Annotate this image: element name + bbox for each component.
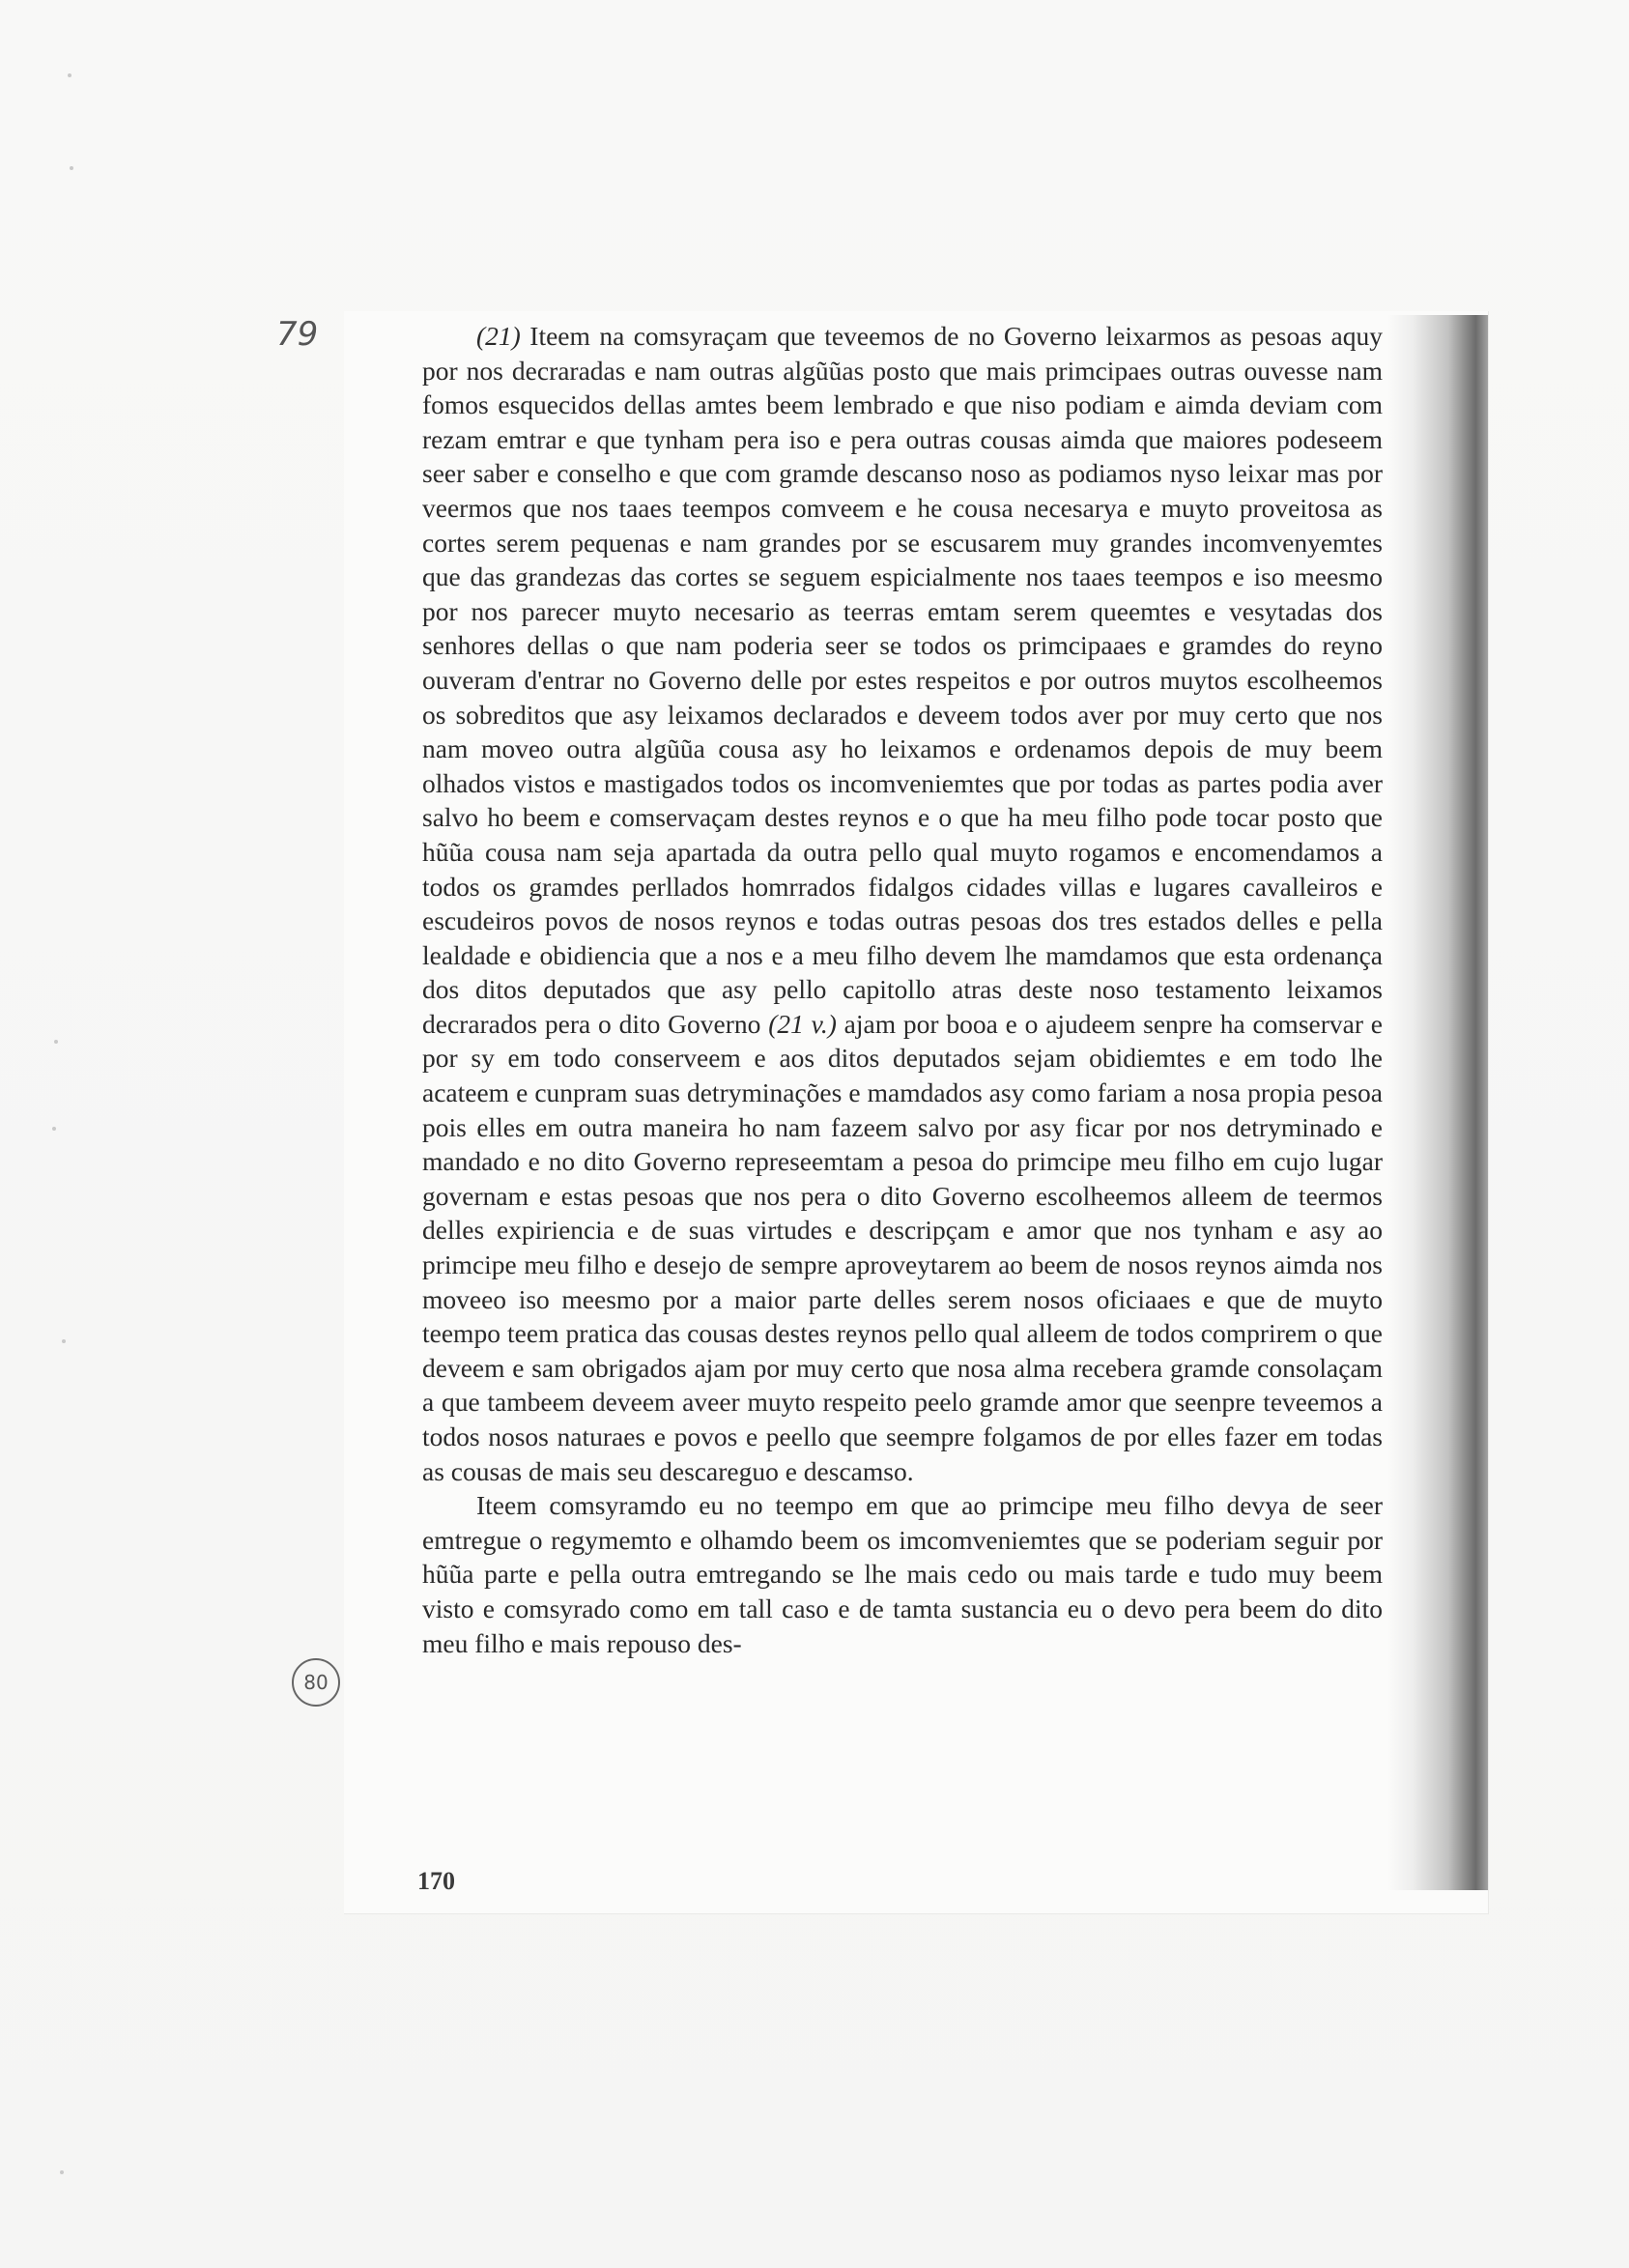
scan-speck	[70, 166, 73, 170]
page-number: 170	[417, 1867, 455, 1895]
scan-speck	[62, 1339, 66, 1343]
document-body	[422, 319, 1383, 1660]
paragraph-text: Iteem na comsyraçam que teveemos de no Governo leixarmos as pesoas aquy por nos decraradas e nam outras algũũas posto que mais primcipaes outras ouvesse nam fomos esquecidos dellas amtes beem lembrado e que niso podiam e aimda deviam com rezam emtrar e que tynham pera iso e pera outras cousas aimda que maiores podeseem seer saber e conselho e que com gramde descanso noso as podiamos nyso leixar mas por veermos que nos taaes teempos comveem e he cousa necesarya e muyto proveitosa as cortes serem pequenas e nam grandes por se escusarem muy grandes incomvenyemtes que das grandezas das cortes se seguem espicialmente nos taaes teempos e iso meesmo por nos parecer muyto necesario as teerras emtam serem queemtes e vesytadas dos senhores dellas o que nam poderia seer se todos os primcipaaes e gramdes do reyno ouveram d'entrar no Governo delle por estes respeitos e por outros muytos escolheemos os sobreditos que asy leixamos declarados e deveem todos aver por muy certo que nos nam moveo outra algũũa cousa asy ho leixamos e ordenamos depois de muy beem olhados vistos e mastigados todos os incomveniemtes que por todas as partes podia aver salvo ho beem e comservaçam destes reynos e o que ha meu filho pode tocar posto que hũũa cousa nam seja apartada da outra pello qual muyto rogamos e encomendamos a todos os gramdes perllados homrrados fidalgos cidades villas e lugares cavalleiros e escudeiros povos de nosos reynos e todas outras pesoas dos tres estados delles e pella lealdade e obidiencia que a nos e a meu filho devem lhe mamdamos que esta ordenança dos ditos deputados que asy pello capitollo atras deste noso testamento leixamos decrarados pera o dito Governo	[422, 321, 1383, 1039]
scan-speck	[60, 2170, 64, 2174]
margin-note-folio: 79	[276, 315, 319, 354]
paragraph-text: Iteem comsyramdo eu no teempo em que ao primcipe meu filho devya de seer emtregue o regymemto e olhamdo beem os imcomveniemtes que se poderiam seguir por hũũa parte e pella outra emtregando se lhe mais cedo ou mais tarde e tudo muy beem visto e comsyrado como em tall caso e de tamta sustancia eu o devo pera beem do dito meu filho e mais repouso des-	[422, 1490, 1383, 1658]
scan-speck	[54, 1040, 58, 1044]
paragraph	[422, 1488, 1383, 1660]
scan-speck	[68, 73, 71, 77]
margin-note-circled-folio: 80	[292, 1658, 340, 1707]
paragraph	[422, 319, 1383, 1488]
paragraph-text-continued: ajam por booa e o ajudeem senpre ha comservar e por sy em todo conserveem e aos ditos deputados sejam obidiemtes e em todo lhe acateem e cunpram suas detryminações e mamdados asy como fariam a nosa propia pesoa pois elles em outra maneira ho nam fazeem salvo por asy ficar por nos detryminado e mandado e no dito Governo represeemtam a pesoa do primcipe meu filho em cujo lugar governam e estas pesoas que nos pera o dito Governo escolheemos alleem de teermos delles expiriencia e de suas virtudes e descripçam e amor que nos tynham e asy ao primcipe meu filho e desejo de sempre aproveytarem ao beem de nosos reynos aimda nos moveeo iso meesmo por a maior parte delles serem nosos oficiaaes e que de muyto teempo teem pratica das cousas destes reynos pello qual alleem de todos comprirem o que deveem e sam obrigados ajam por muy certo que nosa alma recebera gramde consolaçam a que tambeem deveem aveer muyto respeito peelo gramde amor que seenpre teveemos a todos nosos naturaes e povos e peello que seempre folgamos de por elles fazer em todas as cousas de mais seu descareguo e descamso.	[422, 1008, 1384, 1486]
scan-speck	[52, 1127, 56, 1131]
page-edge-shadow	[1387, 315, 1488, 1890]
inline-folio-reference: (21 v.)	[768, 1008, 837, 1039]
paragraph-marker: (21)	[476, 321, 521, 351]
